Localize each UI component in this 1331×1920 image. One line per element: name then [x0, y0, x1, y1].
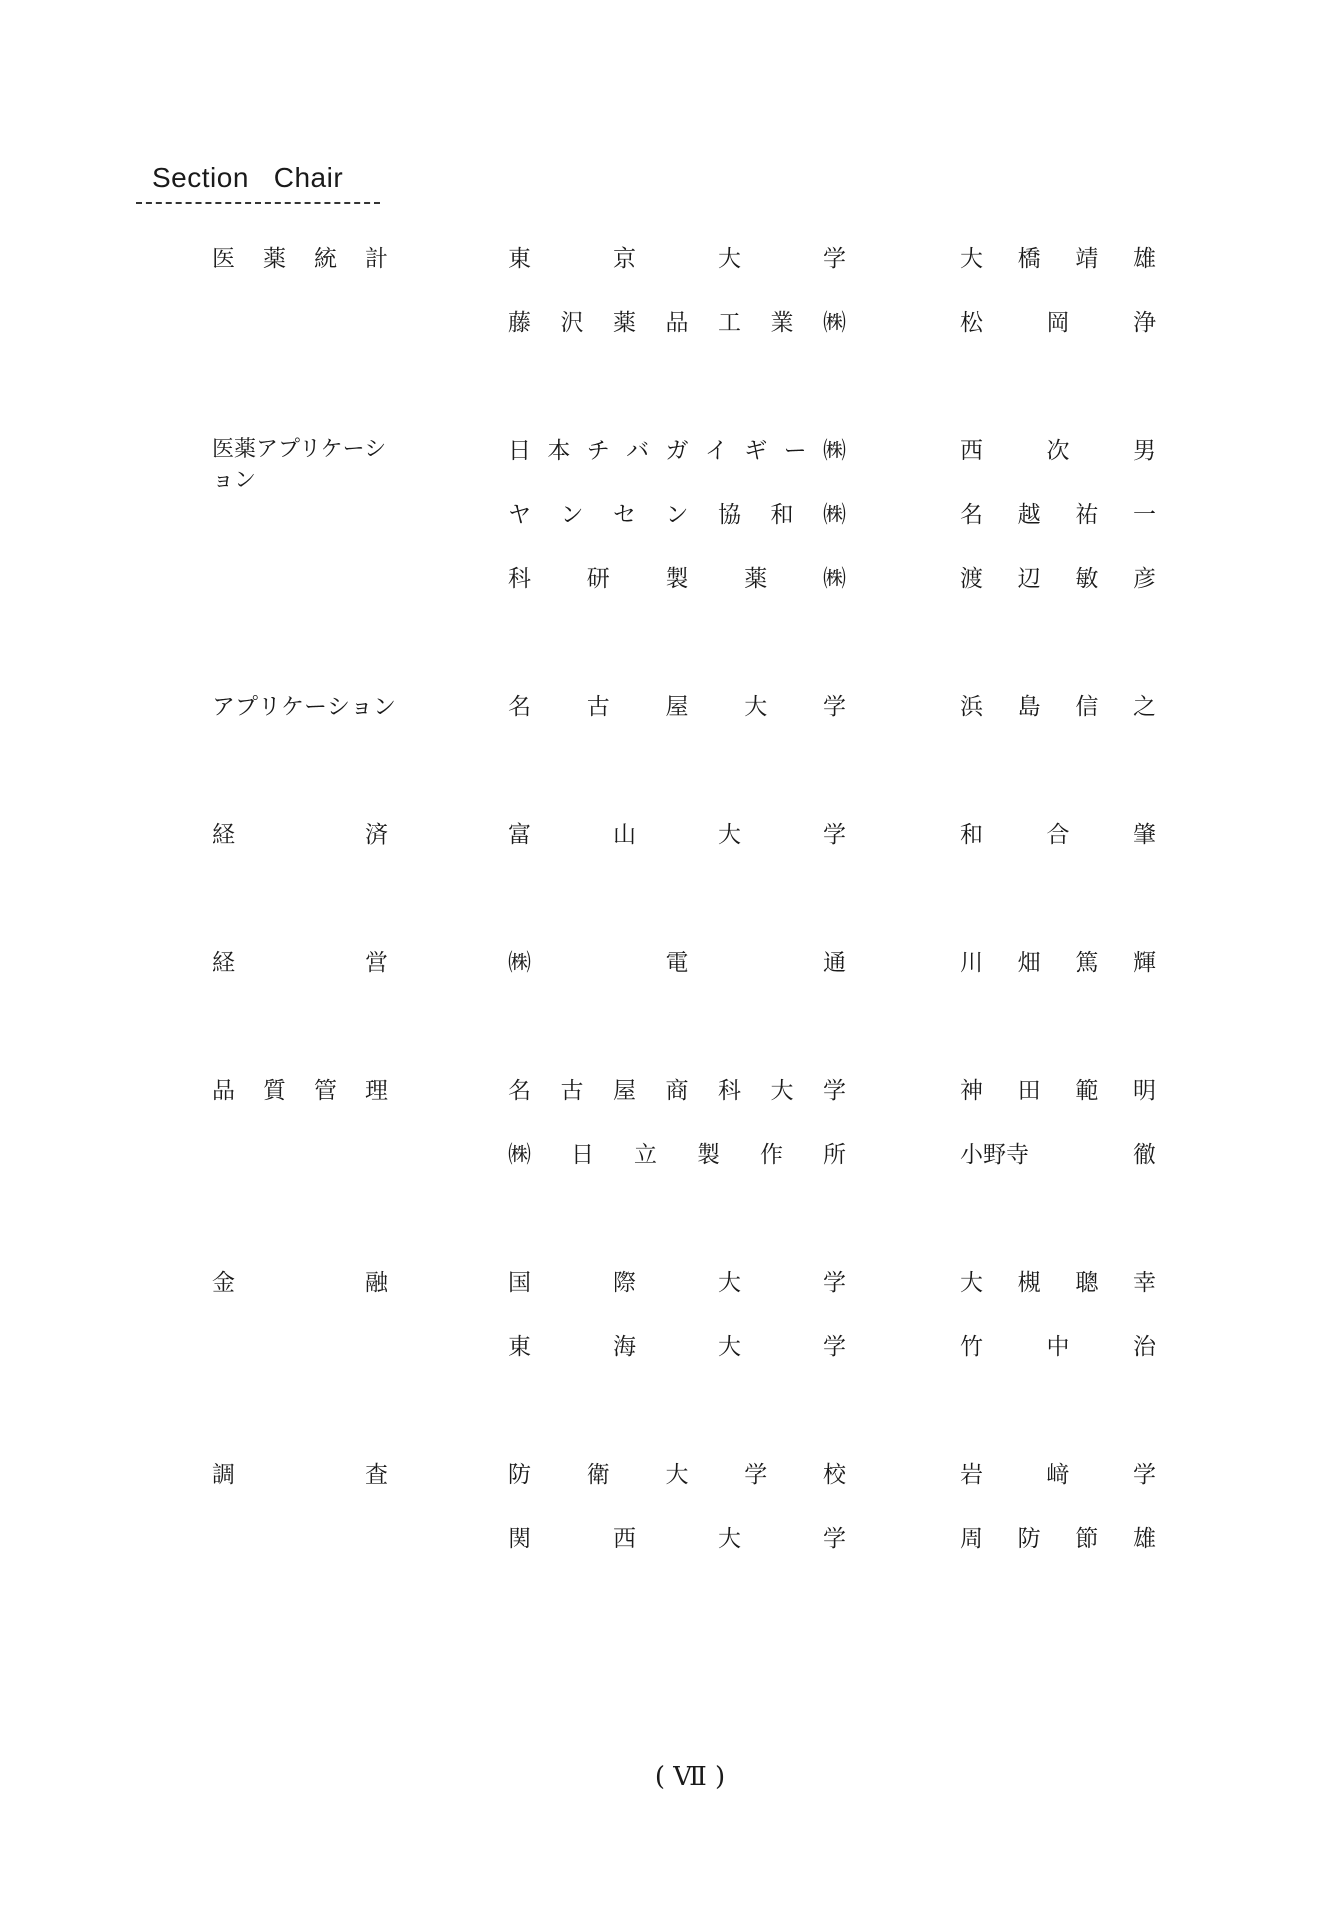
glyph: 合	[1046, 822, 1070, 848]
glyph: 査	[365, 1462, 388, 1488]
chair-name	[960, 1264, 1156, 1297]
chair-row	[0, 1260, 1331, 1300]
glyph: 大	[770, 1078, 794, 1104]
glyph: 業	[770, 310, 794, 336]
glyph: 節	[1075, 1526, 1099, 1552]
section-name	[212, 1264, 388, 1297]
glyph: 学	[823, 1334, 846, 1360]
glyph: ㈱	[823, 310, 846, 336]
chair-name	[960, 1328, 1156, 1361]
organization	[508, 240, 846, 273]
glyph: 学	[823, 246, 846, 272]
glyph: 古	[560, 1078, 584, 1104]
glyph: 京	[613, 246, 636, 272]
chair-name	[960, 816, 1156, 849]
glyph: 学	[823, 694, 846, 720]
glyph: 薬	[613, 310, 636, 336]
glyph: 﨑	[1046, 1462, 1070, 1488]
glyph: 理	[365, 1078, 388, 1104]
chair-row	[0, 1516, 1331, 1556]
glyph: 之	[1132, 694, 1156, 720]
glyph: 輝	[1132, 950, 1156, 976]
glyph: 関	[508, 1526, 531, 1552]
glyph: 製	[697, 1142, 720, 1168]
glyph: 治	[1133, 1334, 1156, 1360]
glyph: バ	[626, 438, 650, 464]
glyph: 沢	[560, 310, 584, 336]
glyph: ョ	[350, 694, 373, 720]
glyph: 神	[960, 1078, 983, 1104]
chair-row	[0, 556, 1331, 596]
glyph: 和	[960, 822, 983, 848]
glyph: 篤	[1075, 950, 1099, 976]
glyph: 東	[508, 1334, 531, 1360]
glyph: 越	[1017, 502, 1041, 528]
glyph: 大	[718, 822, 741, 848]
glyph: 電	[665, 950, 689, 976]
glyph: 名	[960, 502, 983, 528]
glyph: ケ	[281, 694, 304, 720]
organization	[508, 816, 846, 849]
glyph: 肇	[1133, 822, 1156, 848]
chair-row	[0, 812, 1331, 852]
glyph: 金	[212, 1270, 235, 1296]
glyph: 商	[665, 1078, 689, 1104]
glyph: 協	[718, 502, 741, 528]
glyph: 槻	[1017, 1270, 1041, 1296]
glyph: 畑	[1017, 950, 1041, 976]
chair-row	[0, 684, 1331, 724]
glyph: チ	[586, 438, 610, 464]
glyph: 衛	[586, 1462, 610, 1488]
glyph: 大	[665, 1462, 689, 1488]
glyph: 営	[365, 950, 388, 976]
glyph: 製	[665, 566, 689, 592]
glyph: 渡	[960, 566, 983, 592]
glyph: 作	[760, 1142, 783, 1168]
chair-name	[960, 496, 1156, 529]
organization	[508, 1264, 846, 1297]
glyph: 大	[960, 246, 983, 272]
glyph: ㈱	[823, 502, 846, 528]
organization	[508, 560, 846, 593]
glyph: 岩	[960, 1462, 983, 1488]
glyph: 学	[744, 1462, 768, 1488]
chair-row	[0, 300, 1331, 340]
glyph: ン	[560, 502, 584, 528]
glyph: 徹	[1133, 1142, 1156, 1168]
organization	[508, 496, 846, 529]
glyph: セ	[613, 502, 636, 528]
glyph: 祐	[1075, 502, 1099, 528]
glyph: 周	[960, 1526, 983, 1552]
glyph: ン	[373, 694, 396, 720]
glyph: 計	[365, 246, 388, 272]
chair-name	[960, 688, 1156, 721]
glyph: 名	[508, 1078, 531, 1104]
glyph: 医	[212, 246, 235, 272]
glyph: 浜	[960, 694, 983, 720]
organization	[508, 1456, 846, 1489]
glyph: 調	[212, 1462, 235, 1488]
glyph: 屋	[613, 1078, 636, 1104]
glyph: 信	[1075, 694, 1099, 720]
glyph: 際	[613, 1270, 636, 1296]
glyph: 大	[718, 1334, 741, 1360]
glyph: ン	[665, 502, 689, 528]
glyph: 融	[365, 1270, 388, 1296]
section-chair-heading: Section Chair	[136, 162, 380, 204]
glyph: 西	[960, 438, 983, 464]
organization	[508, 432, 846, 465]
glyph: 小野寺	[960, 1142, 1029, 1168]
chair-name	[960, 240, 1156, 273]
glyph: ヤ	[508, 502, 531, 528]
chair-row	[0, 1068, 1331, 1108]
glyph: 工	[718, 310, 741, 336]
glyph: 経	[212, 950, 235, 976]
organization	[508, 1520, 846, 1553]
glyph: 橋	[1017, 246, 1041, 272]
glyph: 通	[823, 950, 846, 976]
glyph: 立	[634, 1142, 657, 1168]
section-name	[212, 816, 388, 849]
glyph: 薬	[744, 566, 768, 592]
organization	[508, 1072, 846, 1105]
glyph: 範	[1075, 1078, 1099, 1104]
section-name	[212, 944, 388, 977]
chair-name	[960, 1520, 1156, 1553]
chair-name	[960, 1136, 1156, 1169]
glyph: 研	[586, 566, 610, 592]
glyph: 済	[365, 822, 388, 848]
organization	[508, 944, 846, 977]
section-name	[212, 240, 388, 273]
chair-row	[0, 1452, 1331, 1492]
glyph: 大	[718, 1526, 741, 1552]
glyph: イ	[704, 438, 728, 464]
section-name	[212, 1456, 388, 1489]
glyph: 和	[770, 502, 794, 528]
glyph: 品	[665, 310, 689, 336]
chair-row	[0, 1324, 1331, 1364]
glyph: 統	[314, 246, 337, 272]
glyph: ギ	[744, 438, 768, 464]
chair-name	[960, 432, 1156, 465]
glyph: ア	[212, 694, 235, 720]
glyph: 川	[960, 950, 983, 976]
glyph: 品	[212, 1078, 235, 1104]
glyph: 辺	[1017, 566, 1041, 592]
glyph: 防	[508, 1462, 531, 1488]
glyph: ㈱	[823, 566, 846, 592]
section-name	[212, 688, 396, 721]
glyph: ー	[304, 694, 327, 720]
glyph: ㈱	[508, 1142, 531, 1168]
glyph: 浄	[1133, 310, 1156, 336]
glyph: 竹	[960, 1334, 983, 1360]
glyph: 日	[571, 1142, 594, 1168]
glyph: 岡	[1046, 310, 1070, 336]
glyph: 国	[508, 1270, 531, 1296]
glyph: 所	[823, 1142, 846, 1168]
glyph: 島	[1017, 694, 1041, 720]
glyph: ガ	[665, 438, 689, 464]
glyph: 大	[744, 694, 768, 720]
glyph: 彦	[1132, 566, 1156, 592]
glyph: 男	[1133, 438, 1156, 464]
organization	[508, 1328, 846, 1361]
glyph: 学	[823, 822, 846, 848]
chair-name	[960, 1456, 1156, 1489]
glyph: 聰	[1075, 1270, 1099, 1296]
glyph: 山	[613, 822, 636, 848]
glyph: 屋	[665, 694, 689, 720]
glyph: 学	[823, 1078, 846, 1104]
glyph: 学	[823, 1526, 846, 1552]
glyph: リ	[258, 694, 281, 720]
glyph: 管	[314, 1078, 337, 1104]
page-number: ( Ⅶ )	[654, 1762, 726, 1792]
glyph: 靖	[1075, 246, 1099, 272]
glyph: 薬	[263, 246, 286, 272]
glyph: 科	[718, 1078, 741, 1104]
glyph: 田	[1017, 1078, 1041, 1104]
chair-row	[0, 940, 1331, 980]
glyph: 一	[1132, 502, 1156, 528]
chair-name	[960, 944, 1156, 977]
glyph: 幸	[1132, 1270, 1156, 1296]
glyph: 本	[547, 438, 571, 464]
glyph: 質	[263, 1078, 286, 1104]
chair-row	[0, 428, 1331, 493]
section-name: 医薬アプリケーション	[212, 437, 387, 493]
glyph: 中	[1046, 1334, 1070, 1360]
chair-row	[0, 236, 1331, 276]
chair-row	[0, 1132, 1331, 1172]
glyph: プ	[235, 694, 258, 720]
chair-name	[960, 304, 1156, 337]
glyph: 敏	[1075, 566, 1099, 592]
glyph: ㈱	[508, 950, 531, 976]
organization	[508, 1136, 846, 1169]
glyph: 松	[960, 310, 983, 336]
glyph: 名	[508, 694, 531, 720]
glyph: 校	[823, 1462, 846, 1488]
glyph: 大	[718, 1270, 741, 1296]
glyph: ー	[783, 438, 807, 464]
glyph: 経	[212, 822, 235, 848]
glyph: 雄	[1132, 1526, 1156, 1552]
glyph: 次	[1046, 438, 1070, 464]
glyph: 科	[508, 566, 531, 592]
chair-name	[960, 560, 1156, 593]
glyph: 防	[1017, 1526, 1041, 1552]
glyph: 学	[823, 1270, 846, 1296]
glyph: 富	[508, 822, 531, 848]
glyph: 藤	[508, 310, 531, 336]
glyph: 学	[1133, 1462, 1156, 1488]
glyph: 海	[613, 1334, 636, 1360]
glyph: 西	[613, 1526, 636, 1552]
glyph: 東	[508, 246, 531, 272]
glyph: 日	[508, 438, 531, 464]
glyph: 古	[586, 694, 610, 720]
glyph: ㈱	[823, 438, 846, 464]
section-name	[212, 1072, 388, 1105]
glyph: 大	[718, 246, 741, 272]
glyph: 大	[960, 1270, 983, 1296]
glyph: 雄	[1132, 246, 1156, 272]
glyph: シ	[327, 694, 350, 720]
chair-row	[0, 492, 1331, 532]
organization	[508, 304, 846, 337]
organization	[508, 688, 846, 721]
glyph: 明	[1132, 1078, 1156, 1104]
chair-name	[960, 1072, 1156, 1105]
